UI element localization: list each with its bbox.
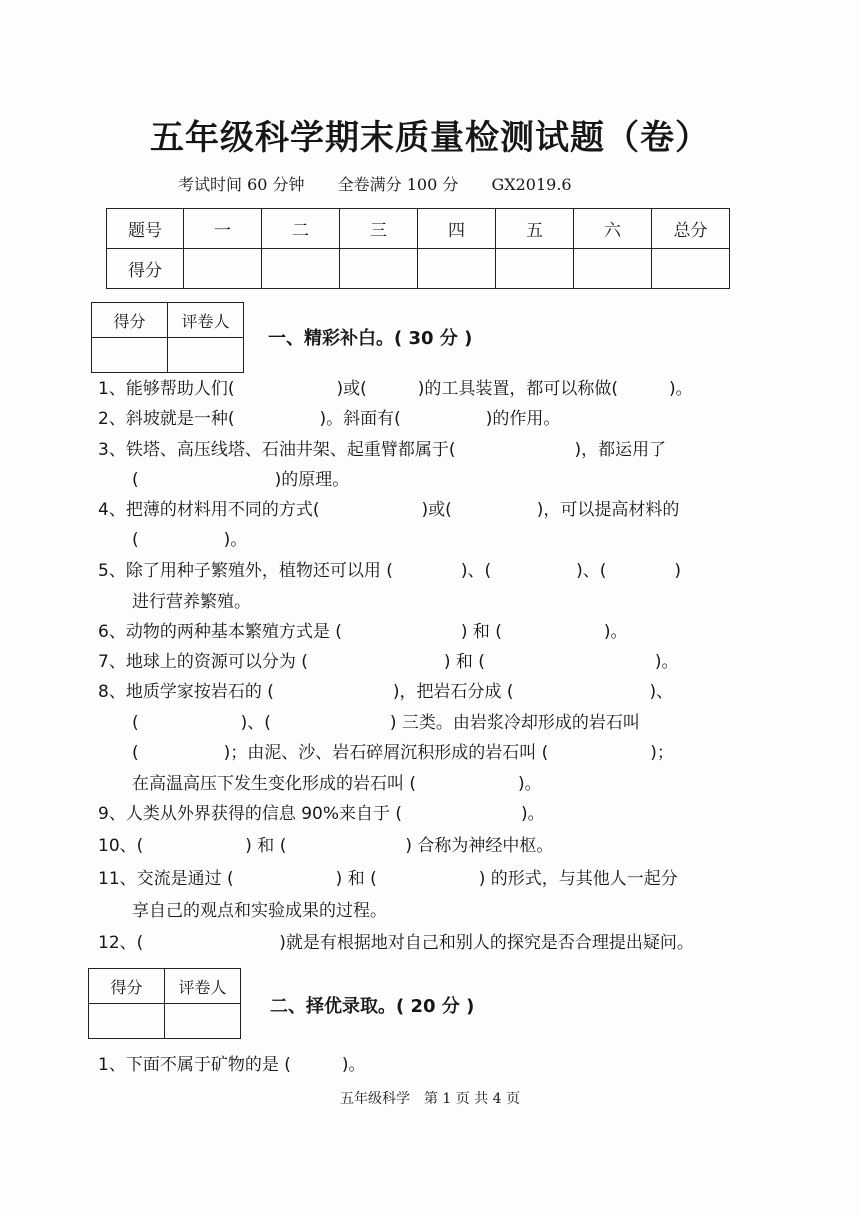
score-row-label: 得分 [107,249,184,289]
score-cell[interactable] [340,249,418,289]
page-footer: 五年级科学 第 1 页 共 4 页 [339,1091,521,1107]
exam-full-score: 全卷满分 100 分 [337,175,459,194]
score-cell-header: 二 [262,209,340,249]
grader-reviewer-cell[interactable] [168,338,244,373]
question-line: 享自己的观点和实验成果的过程。 [98,901,387,921]
score-cell-header: 总分 [652,209,730,249]
exam-time: 考试时间 60 分钟 [178,175,305,194]
grader-score-cell[interactable] [92,338,168,373]
score-cell[interactable] [262,249,340,289]
question-line: 1、能够帮助人们( )或( )的工具装置，都可以称做( )。 [98,379,693,399]
question-line: 7、地球上的资源可以分为 ( ) 和 ( )。 [98,652,679,672]
score-cell-header: 三 [340,209,418,249]
score-cell[interactable] [418,249,496,289]
grader-score-cell[interactable] [89,1004,165,1039]
score-cell-header: 五 [496,209,574,249]
score-cell[interactable] [496,249,574,289]
question-line: 3、铁塔、高压线塔、石油井架、起重臂都属于( )，都运用了 [98,440,667,460]
grader-reviewer-cell[interactable] [165,1004,241,1039]
question-line: ( )、( ) 三类。由岩浆冷却形成的岩石叫 [98,713,640,733]
question-line: 12、( )就是有根据地对自己和别人的探究是否合理提出疑问。 [98,933,694,953]
question-line: ( )；由泥、沙、岩石碎屑沉积形成的岩石叫 ( )； [98,743,674,763]
section2-heading: 二、择优录取。( 20 分 ) [270,996,475,1017]
grader-reviewer-label: 评卷人 [168,303,244,338]
grader-score-label: 得分 [92,303,168,338]
question-line: 10、( ) 和 ( ) 合称为神经中枢。 [98,836,554,856]
question-line: 在高温高压下发生变化形成的岩石叫 ( )。 [98,774,542,794]
score-table-header-row [107,209,730,249]
score-table-score-row [107,249,730,289]
question-line: 9、人类从外界获得的信息 90%来自于 ( )。 [98,804,545,824]
score-cell-header: 四 [418,209,496,249]
exam-code: GX2019.6 [491,175,572,194]
question-line: 4、把薄的材料用不同的方式( )或( )，可以提高材料的 [98,500,680,520]
question-line: ( )的原理。 [98,470,350,490]
grader-reviewer-label: 评卷人 [165,969,241,1004]
score-table [106,208,730,289]
grader-box-section2 [88,968,241,1039]
question-line: 进行营养繁殖。 [98,592,251,612]
question-line: 8、地质学家按岩石的 ( )，把岩石分成 ( )、 [98,682,674,702]
question-line: 2、斜坡就是一种( )。斜面有( )的作用。 [98,409,561,429]
question-line: 6、动物的两种基本繁殖方式是 ( ) 和 ( )。 [98,622,628,642]
section1-heading: 一、精彩补白。( 30 分 ) [268,328,473,349]
score-cell-header: 题号 [107,209,184,249]
score-cell[interactable] [184,249,262,289]
question-line: ( )。 [98,530,248,550]
grader-box-section1 [91,302,244,373]
question-line: 11、交流是通过 ( ) 和 ( ) 的形式，与其他人一起分 [98,869,678,889]
exam-title: 五年级科学期末质量检测试题（卷） [150,118,710,158]
score-cell[interactable] [652,249,730,289]
score-cell-header: 六 [574,209,652,249]
grader-score-label: 得分 [89,969,165,1004]
score-cell[interactable] [574,249,652,289]
question-line: 5、除了用种子繁殖外，植物还可以用 ( )、( )、( ) [98,561,682,581]
question-line: 1、下面不属于矿物的是 ( )。 [98,1055,366,1075]
exam-info [178,172,600,195]
score-cell-header: 一 [184,209,262,249]
